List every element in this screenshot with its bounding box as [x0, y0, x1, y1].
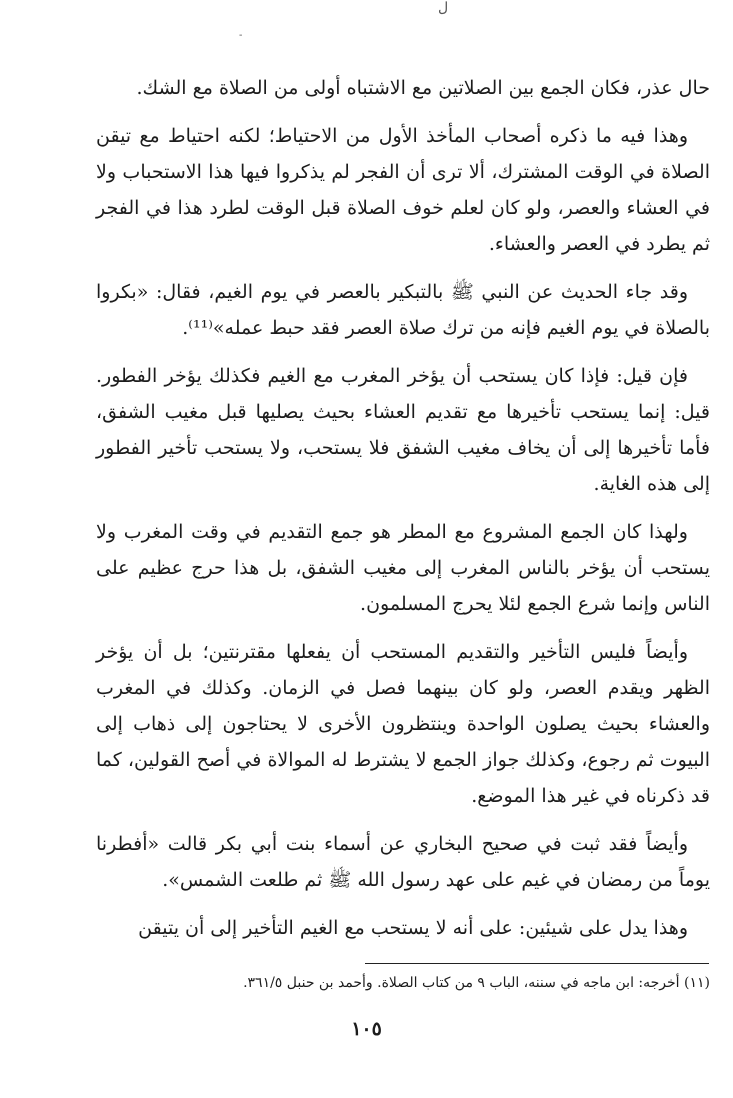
paragraph: وهذا يدل على شيئين: على أنه لا يستحب مع الغيم التأخير إلى أن يتيقن	[138, 917, 688, 939]
paragraph: فإن قيل: فإذا كان يستحب أن يؤخر المغرب مع الغيم فكذلك يؤخر الفطور. قيل: إنما يستحب تأخيرها مع تقديم العشاء بحيث يصليها قبل مغيب الشفق، فأما تأخيرها إلى أن يخاف مغيب الشفق فلا يستحب، ولا يستحب تأخير الفطور إلى هذه الغاية.	[96, 365, 710, 495]
paragraph: وأيضاً فليس التأخير والتقديم المستحب أن يفعلها مقترنتين؛ بل أن يؤخر الظهر ويقدم العصر، ولو كان بينهما فصل في الزمان. وكذلك في المغرب والعشاء بحيث يصلون الواحدة وينتظرون الأخرى لا يحتاجون إلى ذهاب إلى البيوت ثم رجوع، وكذلك جواز الجمع لا يشترط له الموالاة في أصح القولين، كما قد ذكرناه في غير هذا الموضع.	[96, 641, 710, 807]
paragraph: وأيضاً فقد ثبت في صحيح البخاري عن أسماء بنت أبي بكر قالت «أفطرنا يوماً من رمضان في غيم على عهد رسول الله ﷺ ثم طلعت الشمس».	[96, 833, 710, 891]
scan-mark-dot: -	[239, 30, 243, 41]
paragraph: وهذا فيه ما ذكره أصحاب المأخذ الأول من الاحتياط؛ لكنه احتياط مع تيقن الصلاة في الوقت المشترك، ألا ترى أن الفجر لم يذكروا فيها هذا الاستحباب ولا في العشاء والعصر، ولو كان لعلم خوف الصلاة قبل الوقت لطرد هذا في الفجر ثم يطرد في العصر والعشاء.	[96, 125, 710, 255]
scan-mark-top: ﻝ	[438, 0, 449, 16]
paragraph: حال عذر، فكان الجمع بين الصلاتين مع الاشتباه أولى من الصلاة مع الشك.	[136, 77, 710, 99]
paragraph: وقد جاء الحديث عن النبي ﷺ بالتبكير بالعصر في يوم الغيم، فقال: «بكروا بالصلاة في يوم الغيم فإنه من ترك صلاة العصر فقد حبط عمله»⁽¹¹⁾.	[96, 281, 710, 339]
paragraph: ولهذا كان الجمع المشروع مع المطر هو جمع التقديم في وقت المغرب ولا يستحب أن يؤخر بالناس المغرب إلى مغيب الشفق، بل هذا حرج عظيم على الناس وإنما شرع الجمع لئلا يحرج المسلمون.	[96, 521, 710, 615]
footnote-separator	[365, 963, 709, 964]
main-text	[96, 70, 710, 958]
page-number: ١٠٥	[351, 1018, 382, 1040]
footnote: (١١) أخرجه: ابن ماجه في سننه، الباب ٩ من كتاب الصلاة. وأحمد بن حنبل ٣٦١/٥.	[243, 975, 710, 991]
